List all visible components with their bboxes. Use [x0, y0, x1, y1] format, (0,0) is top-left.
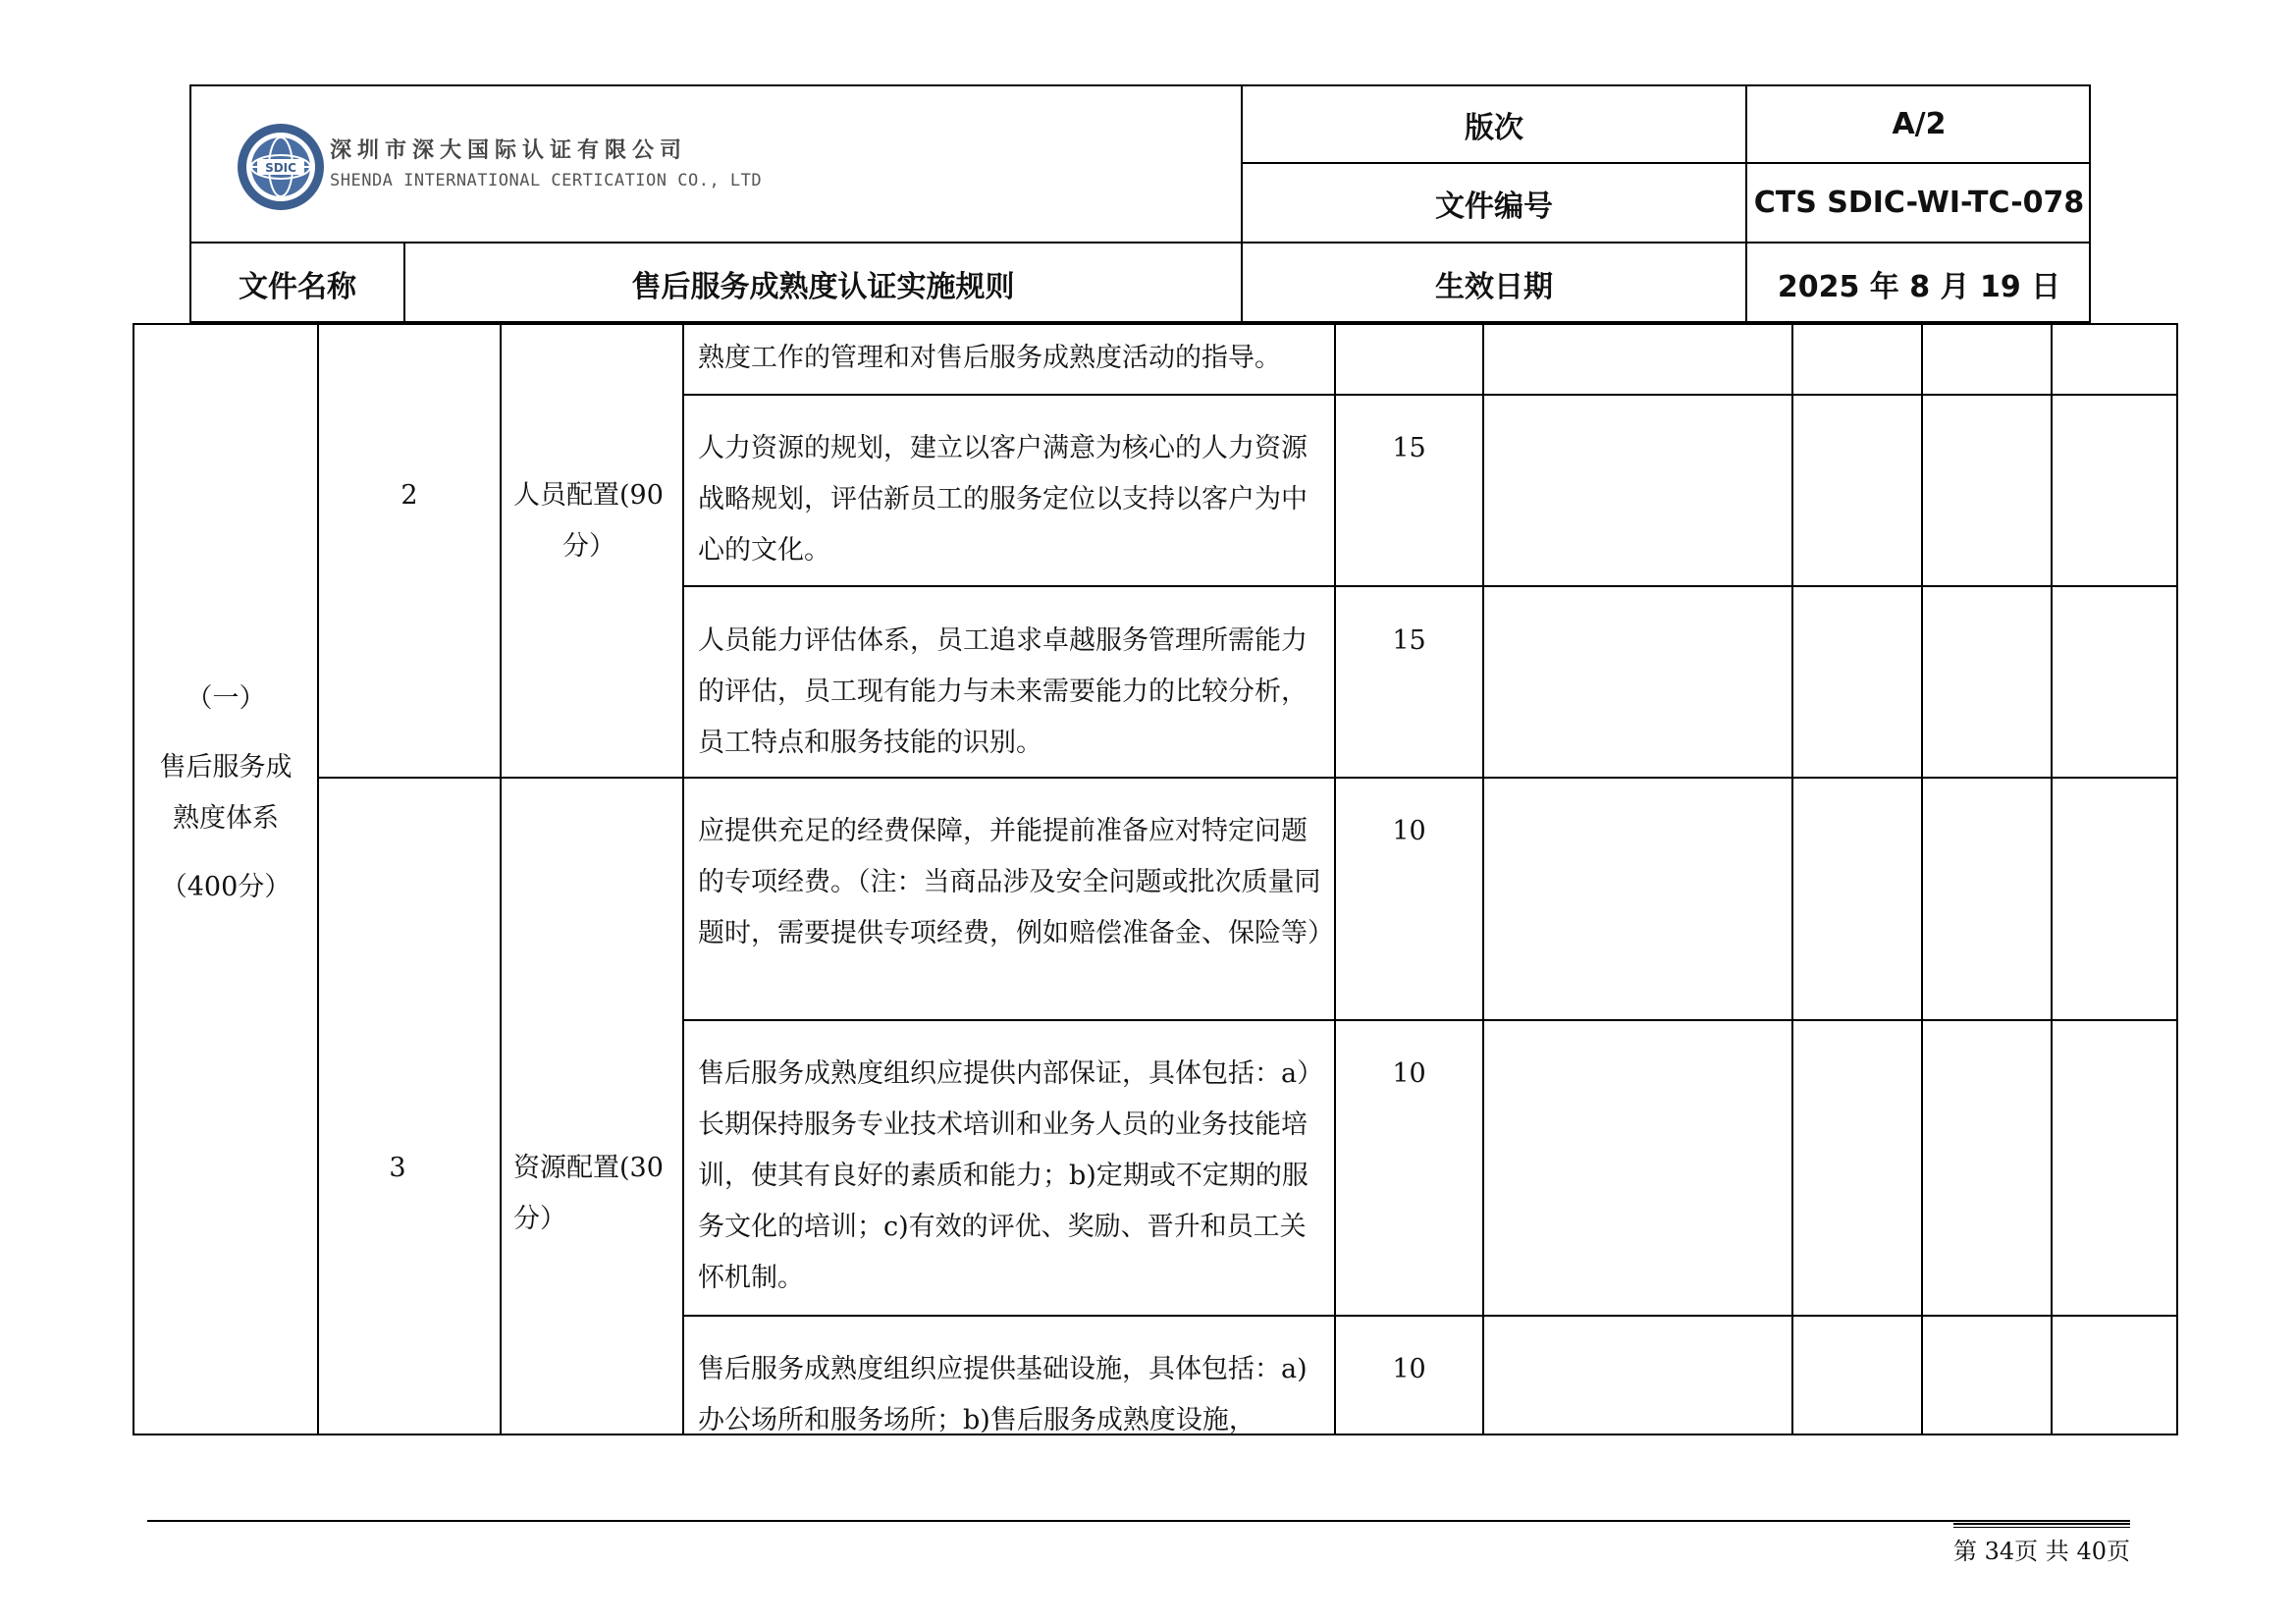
criteria-table — [133, 323, 2178, 1435]
svg-text:SDIC: SDIC — [265, 161, 296, 175]
footer-divider — [147, 1520, 2130, 1522]
effective-date-label: 生效日期 — [1435, 269, 1553, 304]
table-row: 应提供充足的经费保障，并能提前准备应对特定问题的专项经费。（注：当商品涉及安全问题或批次质量同题时，需要提供专项经费，例如赔偿准备金、保险等） — [698, 816, 1334, 948]
category-label: （一） 售后服务成 熟度体系 （400分） — [159, 683, 293, 902]
table-row: 人力资源的规划，建立以客户满意为核心的人力资源战略规划，评估新员工的服务定位以支持以客户为中心的文化。 — [698, 433, 1308, 566]
sdic-seal-icon — [236, 122, 326, 212]
doc-no-value: CTS SDIC-WI-TC-078 — [1753, 186, 2085, 220]
section-number: 2 — [400, 480, 418, 511]
table-row: 人员能力评估体系，员工追求卓越服务管理所需能力的评估，员工现有能力与未来需要能力的比较分析，员工特点和服务技能的识别。 — [698, 625, 1308, 758]
score-cell: 10 — [1392, 1058, 1426, 1089]
document-header-table — [189, 84, 2091, 323]
company-name-en: SHENDA INTERNATIONAL CERTICATION CO., LTD — [330, 171, 763, 190]
score-cell: 10 — [1392, 816, 1426, 846]
score-cell: 10 — [1392, 1354, 1426, 1384]
section-name: 资源配置(30 分） — [513, 1153, 664, 1234]
table-row: 售后服务成熟度组织应提供内部保证，具体包括：a）长期保持服务专业技术培训和业务人员的业务技能培训，使其有良好的素质和能力；b)定期或不定期的服务文化的培训；c)有效的评优、奖励、晋升和员工关怀机制。 — [698, 1058, 1324, 1293]
page-number: 第 34页 共 40页 — [1953, 1538, 2130, 1565]
footer-divider-short — [1953, 1527, 2130, 1528]
effective-date-value: 2025 年 8 月 19 日 — [1777, 269, 2061, 304]
table-row: 售后服务成熟度组织应提供基础设施，具体包括：a)办公场所和服务场所；b)售后服务成熟度设施， — [698, 1354, 1308, 1435]
version-value: A/2 — [1892, 107, 1947, 141]
score-cell: 15 — [1392, 625, 1426, 656]
company-name-cn: 深圳市深大国际认证有限公司 — [330, 138, 688, 163]
section-name: 人员配置(90 分） — [513, 480, 664, 562]
footer-divider-short — [1953, 1523, 2130, 1525]
doc-name-value: 售后服务成熟度认证实施规则 — [631, 269, 1015, 304]
company-logo — [236, 122, 785, 220]
score-cell: 15 — [1392, 433, 1426, 463]
table-row: 熟度工作的管理和对售后服务成熟度活动的指导。 — [698, 343, 1281, 373]
doc-no-label: 文件编号 — [1435, 189, 1553, 224]
version-label: 版次 — [1465, 110, 1523, 145]
doc-name-label: 文件名称 — [239, 269, 356, 304]
section-number: 3 — [389, 1153, 406, 1183]
